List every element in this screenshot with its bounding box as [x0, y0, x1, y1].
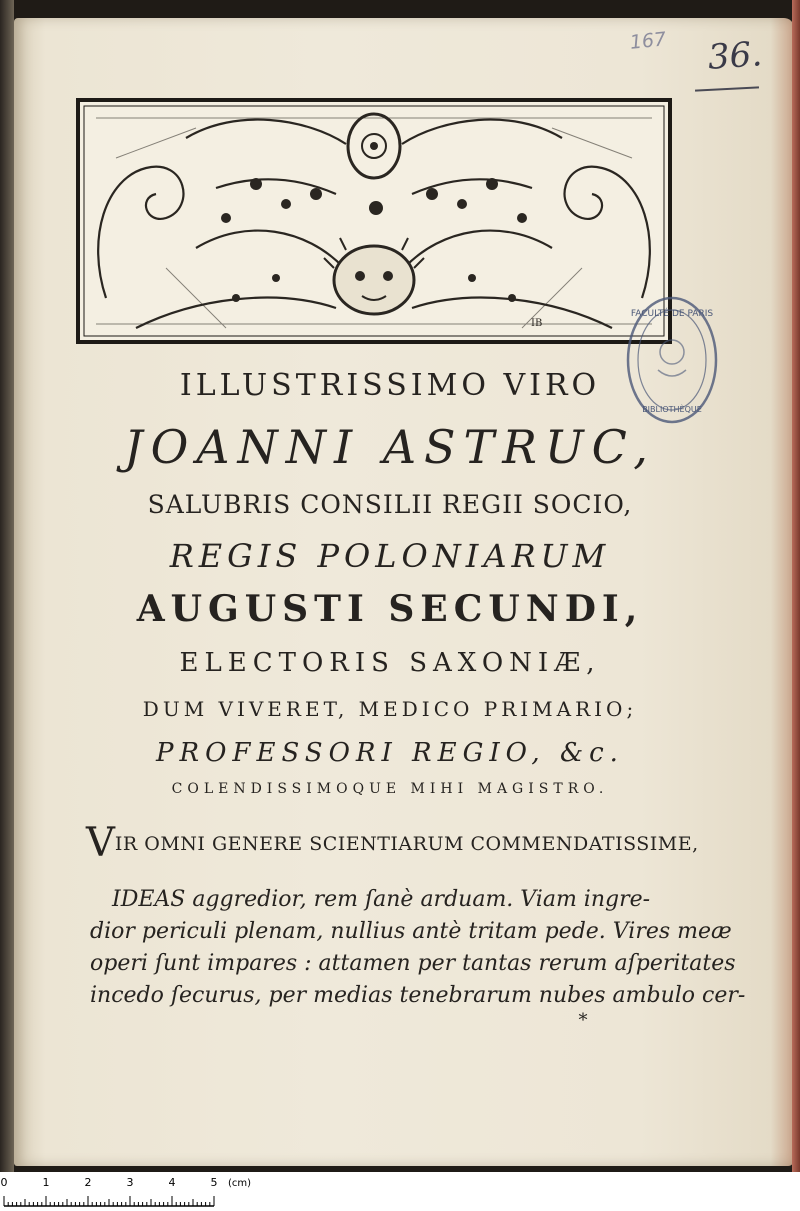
salutation: [86, 820, 699, 866]
body-line: IDEAS aggredior, rem ſanè arduam. Viam ingre-: [112, 887, 651, 912]
pencil-folio-number: 167: [628, 28, 668, 54]
ruler-label: 3: [126, 1176, 134, 1189]
dedication-line-1: ILLUSTRISSIMO VIRO: [179, 368, 601, 403]
floral-ornament-image: [76, 98, 672, 344]
page-edge: [792, 0, 800, 1172]
ink-folio-number: 36.: [706, 34, 764, 78]
body-line: incedo ſecurus, per medias tenebrarum nubes ambulo cer-: [90, 983, 746, 1008]
dedication-line-9: COLENDISSIMOQUE MIHI MAGISTRO.: [171, 781, 609, 797]
dedication-line-6: ELECTORIS SAXONIÆ,: [179, 648, 601, 678]
dedication-line-3: SALUBRIS CONSILII REGII SOCIO,: [147, 490, 633, 519]
ruler-label: 5: [210, 1176, 218, 1189]
stamp-bottom-text: BIBLIOTHÈQUE: [642, 405, 702, 414]
ornamental-headpiece: [76, 98, 672, 344]
body-line: dior periculi plenam, nullius antè tritam pede. Vires meæ: [90, 919, 732, 944]
drop-cap: V: [86, 820, 115, 866]
ruler-label: 0: [0, 1176, 8, 1189]
ruler-unit: (cm): [228, 1178, 252, 1189]
body-line: operi ſunt impares : attamen per tantas rerum aſperitates: [90, 951, 736, 976]
binding-edge: [0, 0, 14, 1172]
salutation-text: IR OMNI GENERE SCIENTIARUM COMMENDATISSIME,: [114, 833, 699, 855]
dedication-line-7: DUM VIVERET, MEDICO PRIMARIO;: [142, 697, 638, 721]
scale-ruler: [0, 1172, 800, 1211]
headpiece-monogram: IB: [531, 318, 543, 329]
library-stamp: [622, 290, 722, 430]
stamp-top-text: FACULTÉ DE PARIS: [630, 309, 714, 319]
ruler-label: 1: [42, 1176, 50, 1189]
dedication-name: JOANNI ASTRUC,: [124, 420, 656, 474]
body-paragraph: [90, 884, 746, 1012]
dedication-line-4: REGIS POLONIARUM: [169, 537, 611, 575]
ruler-label: 4: [168, 1176, 176, 1189]
ruler-label: 2: [84, 1176, 92, 1189]
dedication-line-5: AUGUSTI SECUNDI,: [136, 588, 644, 630]
signature-mark: *: [578, 1010, 588, 1031]
dedication-line-8: PROFESSORI REGIO, &c.: [156, 738, 624, 768]
